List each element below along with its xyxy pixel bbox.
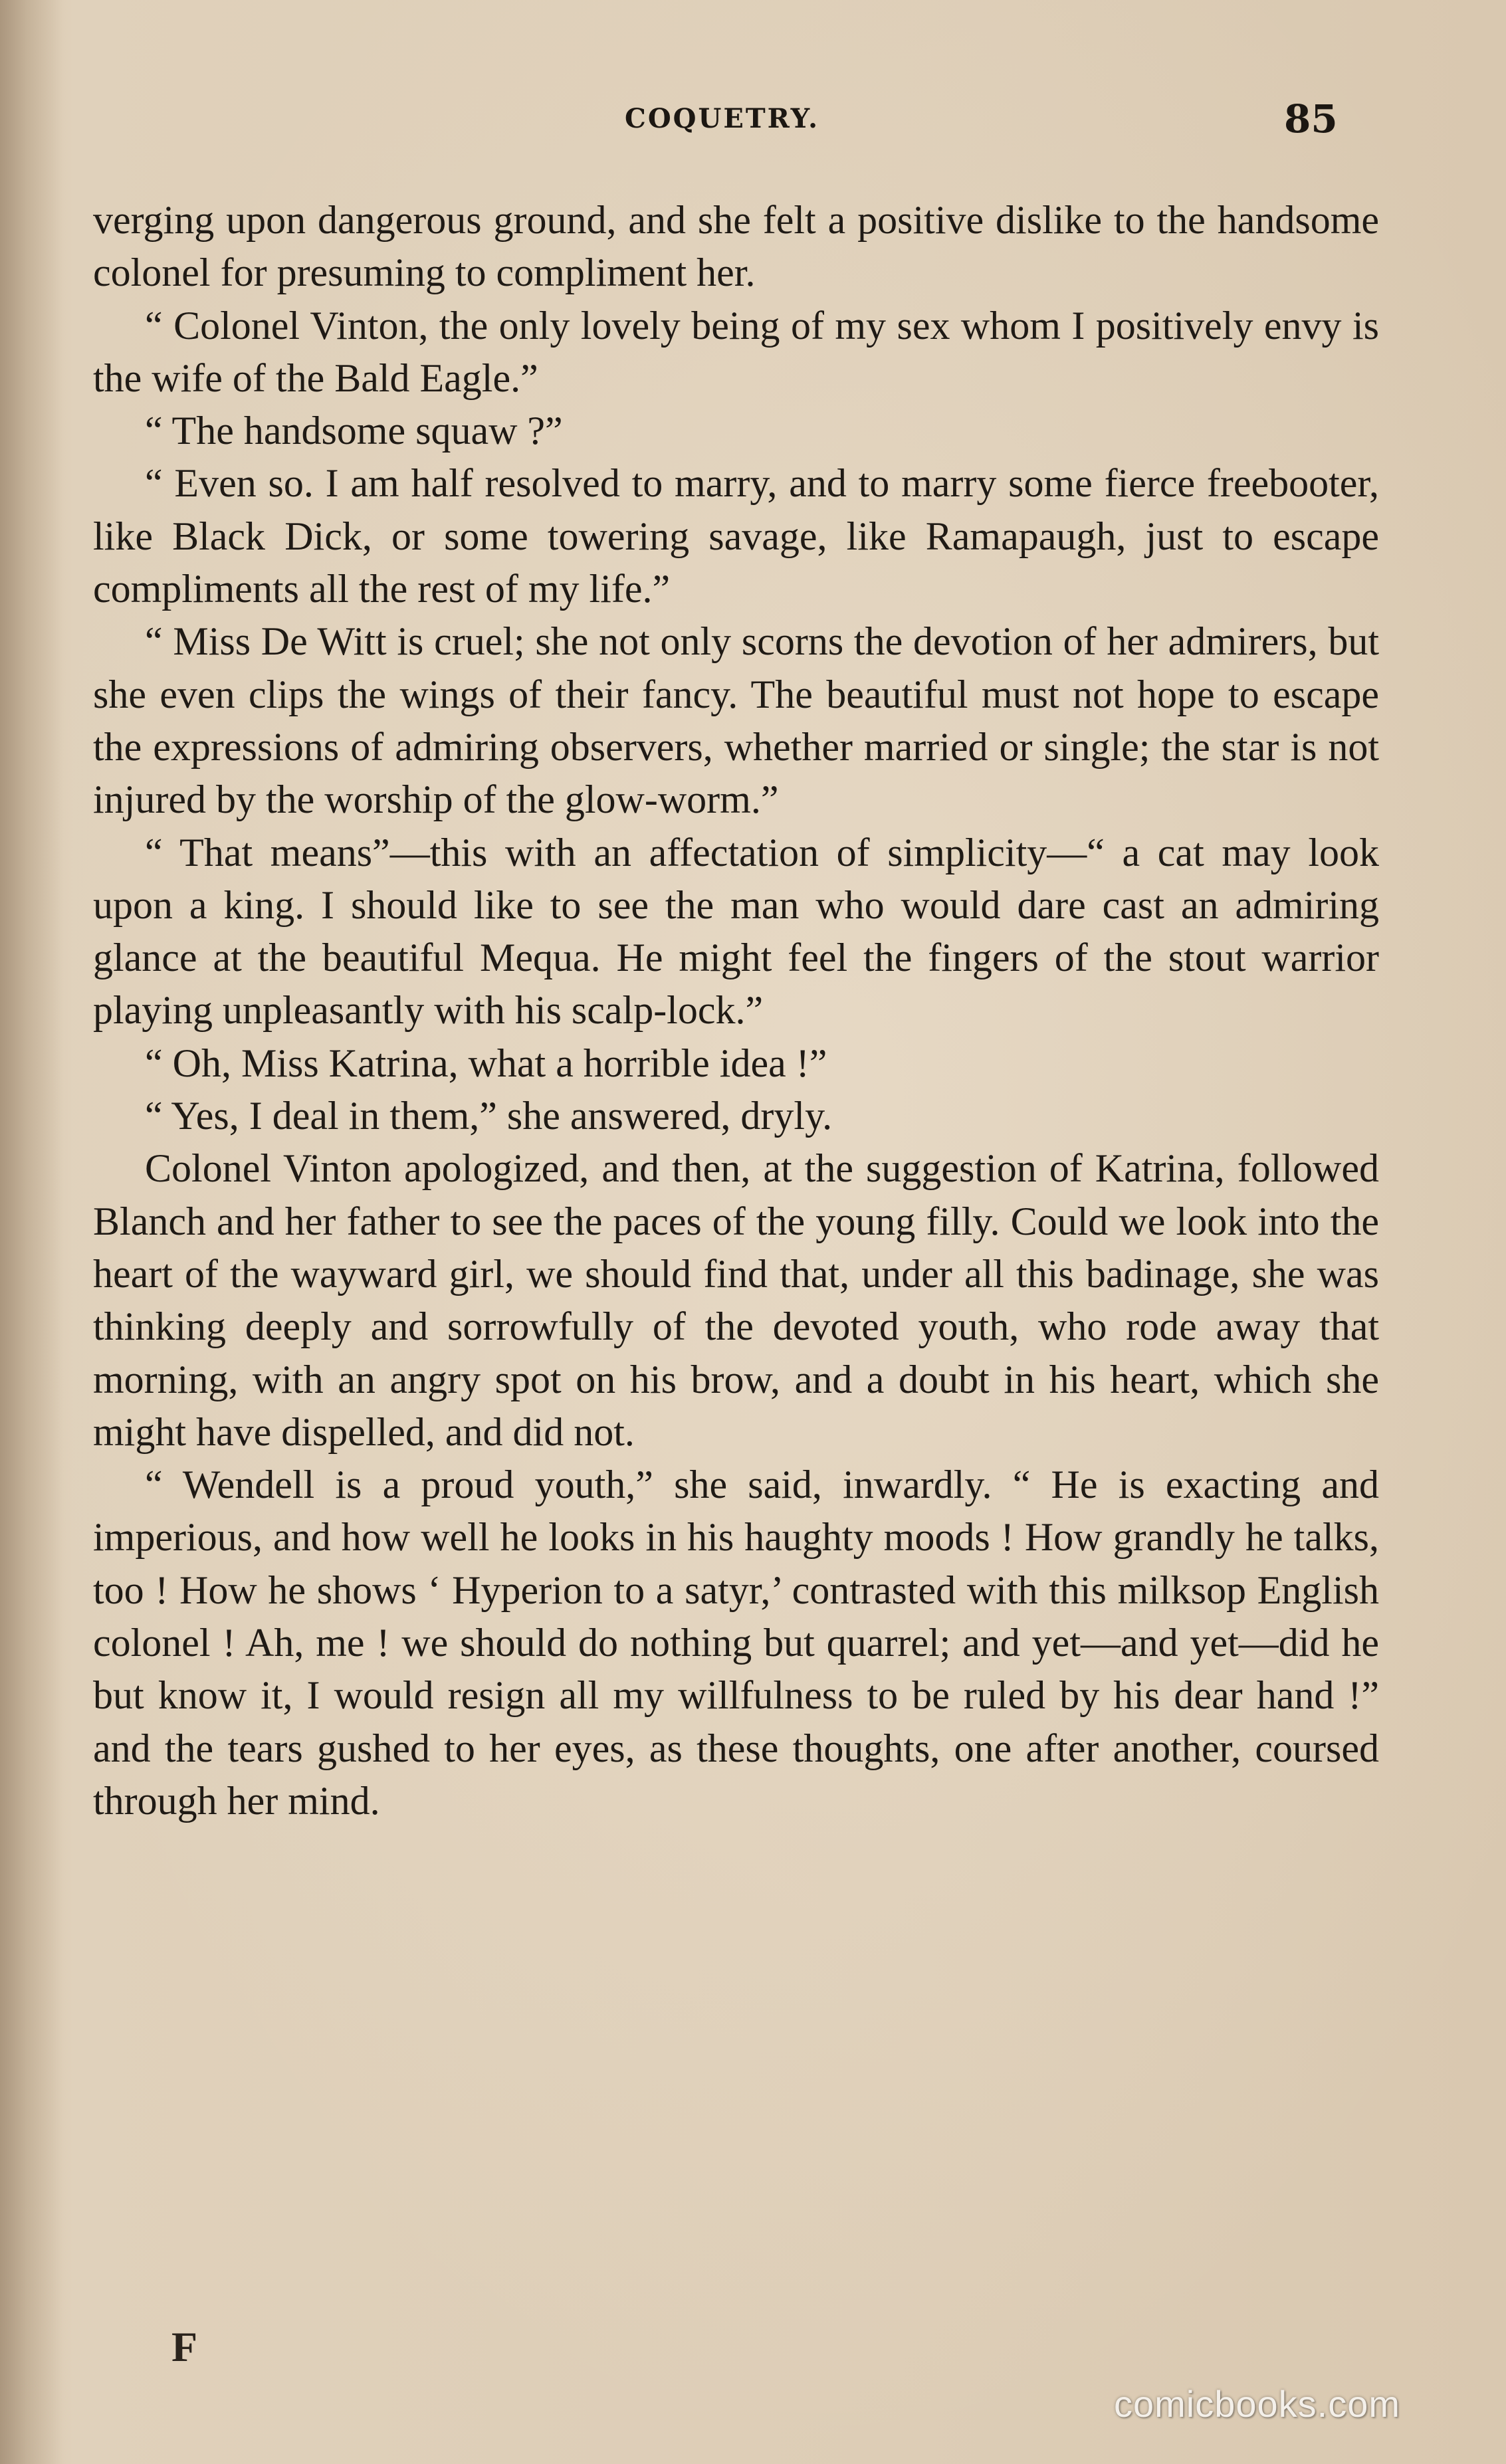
paragraph: verging upon dangerous ground, and she felt a positive dislike to the handsome colonel for presuming to compliment her. [93, 198, 1379, 295]
printer-signature-mark: F [171, 2323, 198, 2370]
paragraph: “ Yes, I deal in them,” she answered, dryly. [145, 1094, 833, 1138]
watermark: comicbooks.com [1114, 2383, 1401, 2425]
body-text [93, 194, 1379, 1827]
paragraph: “ That means”—this with an affectation of simplicity—“ a cat may look upon a king. I should like to see the man who would dare cast an admiring glance at the beautiful Mequa. He might feel the fingers of the stout warrior playing unpleasantly with his scalp-lock.” [93, 830, 1379, 1033]
spine-shadow [0, 0, 63, 2464]
running-title: COQUETRY. [625, 103, 819, 134]
running-head [0, 96, 1506, 156]
paragraph: “ Oh, Miss Katrina, what a horrible idea !” [145, 1041, 827, 1085]
paragraph: “ Miss De Witt is cruel; she not only scorns the devotion of her admirers, but she even clips the wings of their fancy. The beautiful must not hope to escape the expressions of admiring observers, whether married or single; the star is not injured by the worship of the glow-worm.” [93, 619, 1379, 822]
paragraph: Colonel Vinton apologized, and then, at the suggestion of Katrina, followed Blanch and her father to see the paces of the young filly. Could we look into the heart of the wayward girl, we should find that, under all this badinage, she was thinking deeply and sorrowfully of the devoted youth, who rode away that morning, with an angry spot on his brow, and a doubt in his heart, which she might have dispelled, and did not. [93, 1146, 1379, 1454]
page-number: 85 [1284, 96, 1338, 142]
paragraph: “ Wendell is a proud youth,” she said, inwardly. “ He is exacting and imperious, and how well he looks in his haughty moods ! How grandly he talks, too ! How he shows ‘ Hyperion to a satyr,’ contrasted with this milksop English colonel ! Ah, me ! we should do nothing but quarrel; and yet—and yet—did he but know it, I would resign all my willfulness to be ruled by his dear hand !” and the tears gushed to her eyes, as these thoughts, one after another, coursed through her mind. [93, 1463, 1379, 1823]
paragraph: “ The handsome squaw ?” [145, 409, 563, 453]
paragraph: “ Even so. I am half resolved to marry, and to marry some fierce freebooter, like Black Dick, or some towering savage, like Ramapaugh, just to escape compliments all the rest of my life.” [93, 461, 1379, 611]
paragraph: “ Colonel Vinton, the only lovely being of my sex whom I positively envy is the wife of the Bald Eagle.” [93, 303, 1379, 400]
